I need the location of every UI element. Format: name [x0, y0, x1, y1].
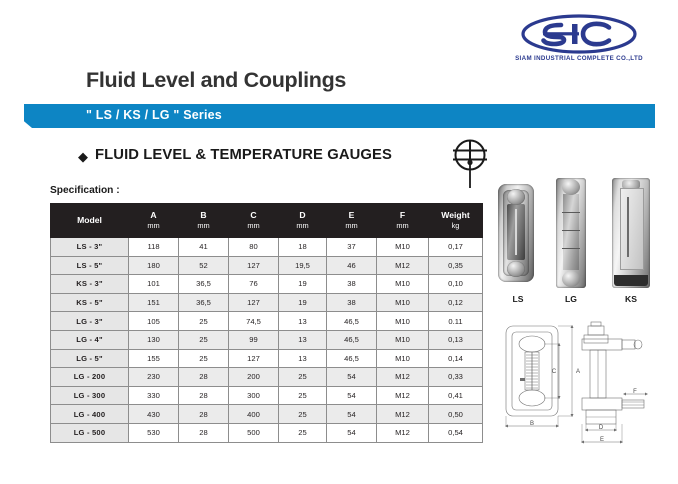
cell-weight: 0,50 [429, 405, 483, 424]
cell-model: LG - 400 [51, 405, 129, 424]
cell-e: 46 [327, 256, 377, 275]
cell-weight: 0.11 [429, 312, 483, 331]
lg-gauge-illustration [556, 178, 586, 288]
table-row [51, 256, 483, 275]
table-row [51, 293, 483, 312]
cell-weight: 0,14 [429, 349, 483, 368]
cell-c: 500 [229, 423, 279, 442]
cell-b: 28 [179, 386, 229, 405]
column-header-a: A mm [129, 204, 179, 238]
photo-caption-ks: KS [625, 294, 637, 304]
cell-e: 54 [327, 386, 377, 405]
cell-a: 151 [129, 293, 179, 312]
photo-caption-ls: LS [512, 294, 524, 304]
cell-d: 18 [279, 238, 327, 257]
column-header-weight: Weight kg [429, 204, 483, 238]
table-row [51, 312, 483, 331]
cell-e: 46,5 [327, 349, 377, 368]
diamond-bullet-icon: ◆ [78, 148, 88, 164]
cell-model: LS - 3" [51, 238, 129, 257]
cell-a: 130 [129, 330, 179, 349]
cell-model: LG - 200 [51, 368, 129, 387]
cell-d: 25 [279, 405, 327, 424]
cell-weight: 0,12 [429, 293, 483, 312]
series-label: " LS / KS / LG " Series [86, 108, 222, 122]
dimension-label-e: E [599, 437, 605, 443]
cell-c: 76 [229, 275, 279, 294]
cell-e: 54 [327, 423, 377, 442]
cell-e: 54 [327, 368, 377, 387]
cell-weight: 0,41 [429, 386, 483, 405]
cell-a: 530 [129, 423, 179, 442]
cell-b: 36,5 [179, 275, 229, 294]
cell-a: 180 [129, 256, 179, 275]
cell-b: 28 [179, 405, 229, 424]
cell-b: 25 [179, 330, 229, 349]
sic-logo-icon [521, 14, 637, 54]
cell-c: 80 [229, 238, 279, 257]
cell-c: 300 [229, 386, 279, 405]
cell-a: 105 [129, 312, 179, 331]
cell-f: M10 [377, 275, 429, 294]
cell-model: KS - 5" [51, 293, 129, 312]
cell-b: 25 [179, 312, 229, 331]
cell-e: 38 [327, 275, 377, 294]
dimension-label-b: B [529, 421, 535, 427]
column-header-model: Model [51, 204, 129, 238]
dimension-labels [530, 369, 637, 443]
cell-d: 25 [279, 368, 327, 387]
cell-f: M12 [377, 423, 429, 442]
photo-caption-lg: LG [565, 294, 577, 304]
column-header-f: F mm [377, 204, 429, 238]
table-header-row [51, 204, 483, 238]
cell-a: 118 [129, 238, 179, 257]
cell-b: 28 [179, 368, 229, 387]
cell-d: 19,5 [279, 256, 327, 275]
technical-drawing [492, 316, 674, 468]
cell-c: 99 [229, 330, 279, 349]
cell-c: 127 [229, 349, 279, 368]
dimension-label-a: A [575, 369, 581, 375]
column-header-b: B mm [179, 204, 229, 238]
gauge-symbol-icon [447, 138, 493, 190]
cell-e: 46,5 [327, 330, 377, 349]
cell-f: M12 [377, 368, 429, 387]
cell-c: 400 [229, 405, 279, 424]
cell-a: 101 [129, 275, 179, 294]
dimension-label-d: D [598, 425, 604, 431]
cell-weight: 0,13 [429, 330, 483, 349]
cell-f: M10 [377, 238, 429, 257]
table-row [51, 386, 483, 405]
column-header-e: E mm [327, 204, 377, 238]
cell-d: 25 [279, 423, 327, 442]
cell-b: 28 [179, 423, 229, 442]
cell-weight: 0,17 [429, 238, 483, 257]
cell-f: M12 [377, 256, 429, 275]
cell-c: 74,5 [229, 312, 279, 331]
cell-model: KS - 3" [51, 275, 129, 294]
cell-model: LG - 3" [51, 312, 129, 331]
cell-e: 38 [327, 293, 377, 312]
cell-model: LS - 5" [51, 256, 129, 275]
cell-b: 36,5 [179, 293, 229, 312]
section-heading [78, 147, 392, 163]
cell-d: 19 [279, 275, 327, 294]
table-row [51, 368, 483, 387]
table-row [51, 423, 483, 442]
cell-f: M10 [377, 330, 429, 349]
specification-table [50, 203, 483, 443]
cell-f: M12 [377, 386, 429, 405]
ls-gauge-illustration [498, 184, 534, 282]
cell-e: 37 [327, 238, 377, 257]
cell-e: 46,5 [327, 312, 377, 331]
cell-weight: 0,54 [429, 423, 483, 442]
cell-c: 127 [229, 256, 279, 275]
cell-a: 330 [129, 386, 179, 405]
table-row [51, 349, 483, 368]
cell-f: M10 [377, 312, 429, 331]
table-row [51, 330, 483, 349]
ks-gauge-illustration [612, 178, 650, 288]
column-header-c: C mm [229, 204, 279, 238]
cell-d: 25 [279, 386, 327, 405]
cell-b: 41 [179, 238, 229, 257]
cell-c: 127 [229, 293, 279, 312]
table-row [51, 238, 483, 257]
cell-d: 13 [279, 349, 327, 368]
page-title: Fluid Level and Couplings [86, 68, 347, 92]
cell-f: M10 [377, 349, 429, 368]
company-tagline: SIAM INDUSTRIAL COMPLETE CO.,LTD [515, 55, 643, 62]
cell-c: 200 [229, 368, 279, 387]
cell-model: LG - 5" [51, 349, 129, 368]
dimension-label-f: F [633, 389, 637, 395]
table-row [51, 275, 483, 294]
table-row [51, 405, 483, 424]
cell-b: 25 [179, 349, 229, 368]
company-logo [494, 14, 664, 62]
cell-weight: 0,33 [429, 368, 483, 387]
specification-table-wrapper [50, 203, 482, 443]
cell-model: LG - 300 [51, 386, 129, 405]
specification-label: Specification : [50, 185, 120, 196]
cell-a: 155 [129, 349, 179, 368]
cell-a: 230 [129, 368, 179, 387]
cell-d: 13 [279, 330, 327, 349]
cell-model: LG - 500 [51, 423, 129, 442]
specification-table-body [51, 238, 483, 443]
column-header-d: D mm [279, 204, 327, 238]
cell-f: M10 [377, 293, 429, 312]
cell-a: 430 [129, 405, 179, 424]
cell-e: 54 [327, 405, 377, 424]
cell-model: LG - 4" [51, 330, 129, 349]
product-photo-strip [494, 178, 666, 306]
dimension-label-c: C [551, 369, 557, 375]
cell-d: 13 [279, 312, 327, 331]
cell-weight: 0,35 [429, 256, 483, 275]
cell-b: 52 [179, 256, 229, 275]
section-heading-text: FLUID LEVEL & TEMPERATURE GAUGES [95, 147, 392, 163]
cell-d: 19 [279, 293, 327, 312]
cell-f: M12 [377, 405, 429, 424]
cell-weight: 0,10 [429, 275, 483, 294]
